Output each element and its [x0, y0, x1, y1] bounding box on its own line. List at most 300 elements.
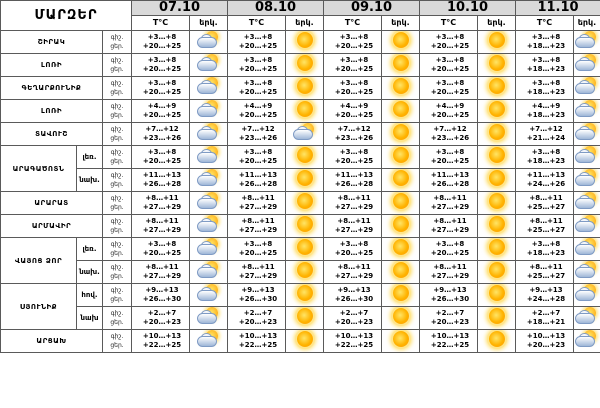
temperature-cell	[516, 307, 574, 330]
day-label: ցեր.	[110, 158, 124, 165]
sky-cell	[190, 100, 228, 123]
day-temp: +20…+25	[334, 249, 374, 257]
region-name: ՏԱՎՈՒՇ	[1, 123, 103, 146]
sky-cell	[286, 169, 324, 192]
day-temp: +27…+29	[334, 272, 374, 280]
sky-cell	[286, 100, 324, 123]
night-temp: +3…+8	[435, 56, 465, 64]
table-row	[1, 284, 600, 307]
night-temp: +8…+11	[241, 263, 275, 271]
sky-cell	[382, 123, 420, 146]
temperature-cell	[420, 192, 478, 215]
temperature-cell	[228, 261, 286, 284]
temp-column-header: T°C	[420, 16, 478, 31]
night-temp: +10…+13	[526, 332, 566, 340]
night-temp: +4…+9	[147, 102, 177, 110]
night-temp: +3…+8	[435, 148, 465, 156]
day-temp: +25…+27	[526, 226, 566, 234]
region-name: ՍՅՈՒՆԻՔ	[1, 284, 77, 330]
sun-icon	[297, 308, 313, 324]
temperature-cell	[132, 123, 190, 146]
night-temp: +9…+13	[241, 286, 275, 294]
region-name: ԳԵՂԱՐՔՈՒՆԻՔ	[1, 77, 103, 100]
sky-cell	[574, 77, 600, 100]
night-label: գիշ.	[110, 218, 124, 225]
forecast-body	[1, 31, 600, 353]
sun-icon	[393, 101, 409, 117]
temperature-cell	[324, 215, 382, 238]
sky-cell	[286, 330, 324, 353]
day-temp: +27…+29	[238, 203, 278, 211]
night-temp: +8…+11	[337, 194, 371, 202]
day-temp: +22…+25	[334, 341, 374, 349]
sun-icon	[297, 55, 313, 71]
day-temp: +26…+30	[430, 295, 470, 303]
night-temp: +9…+13	[433, 286, 467, 294]
day-temp: +20…+25	[238, 111, 278, 119]
night-label: գիշ.	[110, 172, 124, 179]
day-temp: +20…+25	[238, 249, 278, 257]
partly-cloudy-icon	[575, 192, 599, 210]
day-label: ցեր.	[110, 66, 124, 73]
sky-cell	[574, 169, 600, 192]
temperature-cell	[516, 261, 574, 284]
temp-column-header: T°C	[516, 16, 574, 31]
temperature-cell	[420, 238, 478, 261]
night-temp: +2…+7	[243, 309, 273, 317]
night-temp: +9…+13	[145, 286, 179, 294]
day-temp: +20…+23	[142, 318, 182, 326]
day-temp: +27…+29	[238, 272, 278, 280]
region-name: ԼՈՌԻ	[1, 100, 103, 123]
sky-cell	[478, 284, 516, 307]
temperature-cell	[324, 54, 382, 77]
table-row	[1, 77, 600, 100]
day-temp: +18…+23	[526, 65, 566, 73]
night-temp: +11…+13	[334, 171, 374, 179]
time-of-day-labels	[103, 307, 132, 330]
day-temp: +23…+26	[430, 134, 470, 142]
sun-icon	[297, 78, 313, 94]
sun-icon	[297, 147, 313, 163]
sun-icon	[393, 331, 409, 347]
temperature-cell	[324, 261, 382, 284]
sky-cell	[478, 31, 516, 54]
region-name: ԱՐԱԳԱԾՈՏՆ	[1, 146, 77, 192]
temperature-cell	[420, 100, 478, 123]
temp-column-header: T°C	[324, 16, 382, 31]
sky-cell	[382, 146, 420, 169]
sky-column-header: երկ.	[574, 16, 600, 31]
sky-cell	[478, 238, 516, 261]
sky-cell	[382, 169, 420, 192]
sky-cell	[286, 123, 324, 146]
table-row	[1, 330, 600, 353]
sky-cell	[574, 307, 600, 330]
sun-icon	[297, 193, 313, 209]
day-temp: +27…+29	[142, 272, 182, 280]
sky-cell	[382, 330, 420, 353]
table-title: ՄԱՐԶԵՐ	[1, 1, 132, 31]
night-label: գիշ.	[110, 333, 124, 340]
day-temp: +20…+25	[334, 111, 374, 119]
day-temp: +22…+25	[142, 341, 182, 349]
sky-cell	[286, 238, 324, 261]
day-temp: +20…+25	[142, 65, 182, 73]
night-temp: +8…+11	[337, 217, 371, 225]
day-label: ցեր.	[110, 250, 124, 257]
temperature-cell	[132, 307, 190, 330]
sun-icon	[393, 78, 409, 94]
sun-icon	[489, 308, 505, 324]
sky-cell	[382, 54, 420, 77]
partly-cloudy-icon	[575, 330, 599, 348]
temperature-cell	[516, 31, 574, 54]
day-temp: +27…+29	[238, 226, 278, 234]
table-row	[1, 261, 600, 284]
partly-cloudy-icon	[197, 54, 221, 72]
partly-cloudy-icon	[575, 31, 599, 49]
night-temp: +3…+8	[531, 33, 561, 41]
sky-cell	[574, 123, 600, 146]
temperature-cell	[516, 54, 574, 77]
night-temp: +8…+11	[337, 263, 371, 271]
sun-icon	[297, 331, 313, 347]
temperature-cell	[324, 169, 382, 192]
sky-cell	[190, 261, 228, 284]
day-temp: +20…+25	[430, 42, 470, 50]
night-label: գիշ.	[110, 126, 124, 133]
temperature-cell	[324, 100, 382, 123]
sun-icon	[393, 147, 409, 163]
day-temp: +20…+25	[142, 157, 182, 165]
night-temp: +10…+13	[430, 332, 470, 340]
night-temp: +8…+11	[241, 217, 275, 225]
temperature-cell	[132, 54, 190, 77]
temperature-cell	[132, 192, 190, 215]
day-temp: +26…+30	[334, 295, 374, 303]
sun-icon	[297, 216, 313, 232]
temperature-cell	[420, 261, 478, 284]
region-name: ԱՐՑԱԽ	[1, 330, 103, 353]
table-row	[1, 31, 600, 54]
sky-cell	[190, 330, 228, 353]
sky-cell	[478, 215, 516, 238]
partly-cloudy-icon	[575, 169, 599, 187]
sun-icon	[393, 170, 409, 186]
subregion-name: նախ.	[77, 169, 103, 192]
temperature-cell	[228, 215, 286, 238]
partly-cloudy-icon	[575, 215, 599, 233]
temperature-cell	[132, 261, 190, 284]
sky-cell	[382, 215, 420, 238]
night-temp: +4…+9	[531, 102, 561, 110]
subregion-name: նախ	[77, 307, 103, 330]
partly-cloudy-icon	[197, 31, 221, 49]
night-temp: +7…+12	[433, 125, 467, 133]
sky-column-header: երկ.	[286, 16, 324, 31]
day-temp: +20…+25	[430, 65, 470, 73]
partly-cloudy-icon	[575, 307, 599, 325]
sky-cell	[574, 146, 600, 169]
temperature-cell	[228, 123, 286, 146]
sky-cell	[574, 100, 600, 123]
night-temp: +3…+8	[339, 33, 369, 41]
sky-cell	[574, 238, 600, 261]
night-temp: +8…+11	[529, 194, 563, 202]
table-row	[1, 54, 600, 77]
night-temp: +11…+13	[526, 171, 566, 179]
temperature-cell	[516, 77, 574, 100]
partly-cloudy-icon	[293, 123, 317, 141]
sky-cell	[478, 307, 516, 330]
temperature-cell	[516, 284, 574, 307]
sky-cell	[190, 146, 228, 169]
night-label: գիշ.	[110, 310, 124, 317]
night-temp: +3…+8	[147, 33, 177, 41]
sky-cell	[190, 54, 228, 77]
temperature-cell	[324, 307, 382, 330]
sky-cell	[478, 192, 516, 215]
temperature-cell	[516, 330, 574, 353]
day-label: ցեր.	[110, 181, 124, 188]
day-temp: +20…+25	[142, 88, 182, 96]
day-temp: +20…+25	[430, 88, 470, 96]
night-temp: +9…+13	[337, 286, 371, 294]
sky-cell	[574, 192, 600, 215]
day-temp: +20…+25	[334, 65, 374, 73]
partly-cloudy-icon	[197, 123, 221, 141]
temperature-cell	[516, 146, 574, 169]
sky-cell	[190, 238, 228, 261]
day-temp: +20…+25	[238, 42, 278, 50]
day-temp: +27…+29	[334, 203, 374, 211]
sun-icon	[297, 239, 313, 255]
sky-cell	[190, 215, 228, 238]
sky-cell	[286, 215, 324, 238]
day-temp: +26…+30	[238, 295, 278, 303]
night-label: գիշ.	[110, 241, 124, 248]
night-temp: +3…+8	[339, 240, 369, 248]
night-temp: +3…+8	[243, 240, 273, 248]
time-of-day-labels	[103, 215, 132, 238]
day-temp: +20…+25	[334, 88, 374, 96]
time-of-day-labels	[103, 100, 132, 123]
temperature-cell	[228, 169, 286, 192]
table-row	[1, 307, 600, 330]
night-temp: +2…+7	[339, 309, 369, 317]
night-temp: +4…+9	[435, 102, 465, 110]
time-of-day-labels	[103, 77, 132, 100]
sun-icon	[489, 124, 505, 140]
temperature-cell	[516, 192, 574, 215]
night-temp: +8…+11	[145, 217, 179, 225]
table-row	[1, 123, 600, 146]
sun-icon	[297, 101, 313, 117]
sun-icon	[489, 78, 505, 94]
day-temp: +20…+25	[334, 157, 374, 165]
night-temp: +8…+11	[241, 194, 275, 202]
day-label: ցեր.	[110, 43, 124, 50]
temperature-cell	[132, 238, 190, 261]
temperature-cell	[324, 31, 382, 54]
subregion-name: նախ.	[77, 261, 103, 284]
partly-cloudy-icon	[197, 307, 221, 325]
sky-cell	[574, 284, 600, 307]
night-label: գիշ.	[110, 34, 124, 41]
temperature-cell	[228, 330, 286, 353]
partly-cloudy-icon	[575, 261, 599, 279]
sky-cell	[382, 307, 420, 330]
partly-cloudy-icon	[575, 54, 599, 72]
day-temp: +18…+23	[526, 157, 566, 165]
night-temp: +3…+8	[339, 148, 369, 156]
partly-cloudy-icon	[197, 284, 221, 302]
sun-icon	[393, 262, 409, 278]
night-temp: +8…+11	[433, 263, 467, 271]
night-temp: +3…+8	[147, 240, 177, 248]
time-of-day-labels	[103, 238, 132, 261]
night-temp: +3…+8	[147, 56, 177, 64]
sky-cell	[478, 100, 516, 123]
night-temp: +2…+7	[531, 309, 561, 317]
table-row	[1, 238, 600, 261]
day-temp: +26…+28	[334, 180, 374, 188]
night-temp: +3…+8	[435, 33, 465, 41]
temperature-cell	[324, 284, 382, 307]
night-label: գիշ.	[110, 264, 124, 271]
day-temp: +18…+23	[526, 111, 566, 119]
sky-cell	[382, 77, 420, 100]
partly-cloudy-icon	[197, 146, 221, 164]
day-temp: +20…+23	[238, 318, 278, 326]
partly-cloudy-icon	[197, 238, 221, 256]
temperature-cell	[132, 77, 190, 100]
day-temp: +18…+23	[526, 42, 566, 50]
night-label: գիշ.	[110, 195, 124, 202]
sky-cell	[190, 307, 228, 330]
temperature-cell	[420, 284, 478, 307]
night-temp: +8…+11	[145, 194, 179, 202]
day-label: ցեր.	[110, 112, 124, 119]
day-temp: +20…+25	[238, 157, 278, 165]
day-temp: +20…+25	[430, 157, 470, 165]
table-row	[1, 100, 600, 123]
region-name: ԱՐՄԱՎԻՐ	[1, 215, 103, 238]
partly-cloudy-icon	[197, 330, 221, 348]
day-temp: +23…+26	[142, 134, 182, 142]
day-temp: +27…+29	[430, 203, 470, 211]
sky-column-header: երկ.	[382, 16, 420, 31]
sky-cell	[574, 215, 600, 238]
night-temp: +8…+11	[145, 263, 179, 271]
night-temp: +3…+8	[531, 79, 561, 87]
sky-cell	[286, 192, 324, 215]
temperature-cell	[324, 330, 382, 353]
partly-cloudy-icon	[197, 169, 221, 187]
temperature-cell	[420, 146, 478, 169]
night-temp: +2…+7	[435, 309, 465, 317]
day-label: ցեր.	[110, 135, 124, 142]
sky-cell	[190, 284, 228, 307]
night-temp: +11…+13	[430, 171, 470, 179]
day-header: 11.10	[516, 1, 600, 16]
day-temp: +20…+23	[430, 318, 470, 326]
temperature-cell	[228, 192, 286, 215]
temperature-cell	[324, 192, 382, 215]
night-temp: +9…+13	[529, 286, 563, 294]
region-name: ԼՈՌԻ	[1, 54, 103, 77]
partly-cloudy-icon	[197, 192, 221, 210]
day-label: ցեր.	[110, 227, 124, 234]
partly-cloudy-icon	[197, 77, 221, 95]
sky-cell	[190, 123, 228, 146]
sky-cell	[574, 31, 600, 54]
temperature-cell	[516, 100, 574, 123]
partly-cloudy-icon	[575, 146, 599, 164]
night-temp: +3…+8	[435, 240, 465, 248]
day-temp: +20…+23	[334, 318, 374, 326]
sun-icon	[393, 124, 409, 140]
table-row	[1, 146, 600, 169]
sky-cell	[478, 146, 516, 169]
sky-cell	[286, 31, 324, 54]
night-temp: +3…+8	[243, 56, 273, 64]
sky-cell	[286, 146, 324, 169]
time-of-day-labels	[103, 192, 132, 215]
sky-cell	[382, 100, 420, 123]
temperature-cell	[228, 238, 286, 261]
day-temp: +18…+23	[526, 88, 566, 96]
sky-cell	[478, 54, 516, 77]
day-temp: +27…+29	[142, 203, 182, 211]
time-of-day-labels	[103, 330, 132, 353]
night-temp: +11…+13	[142, 171, 182, 179]
night-temp: +10…+13	[142, 332, 182, 340]
partly-cloudy-icon	[197, 215, 221, 233]
temperature-cell	[228, 284, 286, 307]
region-name: ՎԱՅՈՑ ՁՈՐ	[1, 238, 77, 284]
night-label: գիշ.	[110, 103, 124, 110]
day-temp: +22…+25	[430, 341, 470, 349]
temperature-cell	[324, 77, 382, 100]
temperature-cell	[228, 54, 286, 77]
sun-icon	[393, 193, 409, 209]
temperature-cell	[228, 146, 286, 169]
temperature-cell	[420, 169, 478, 192]
temperature-cell	[324, 146, 382, 169]
day-header: 09.10	[324, 1, 420, 16]
sun-icon	[297, 262, 313, 278]
sun-icon	[393, 55, 409, 71]
day-temp: +24…+26	[526, 180, 566, 188]
temperature-cell	[516, 123, 574, 146]
time-of-day-labels	[103, 54, 132, 77]
sky-cell	[382, 192, 420, 215]
temperature-cell	[228, 77, 286, 100]
time-of-day-labels	[103, 261, 132, 284]
temperature-cell	[420, 123, 478, 146]
sky-cell	[382, 261, 420, 284]
day-label: ցեր.	[110, 204, 124, 211]
temperature-cell	[324, 123, 382, 146]
night-temp: +3…+8	[243, 33, 273, 41]
night-temp: +11…+13	[238, 171, 278, 179]
sun-icon	[393, 239, 409, 255]
sun-icon	[489, 239, 505, 255]
sky-cell	[382, 238, 420, 261]
sun-icon	[489, 285, 505, 301]
